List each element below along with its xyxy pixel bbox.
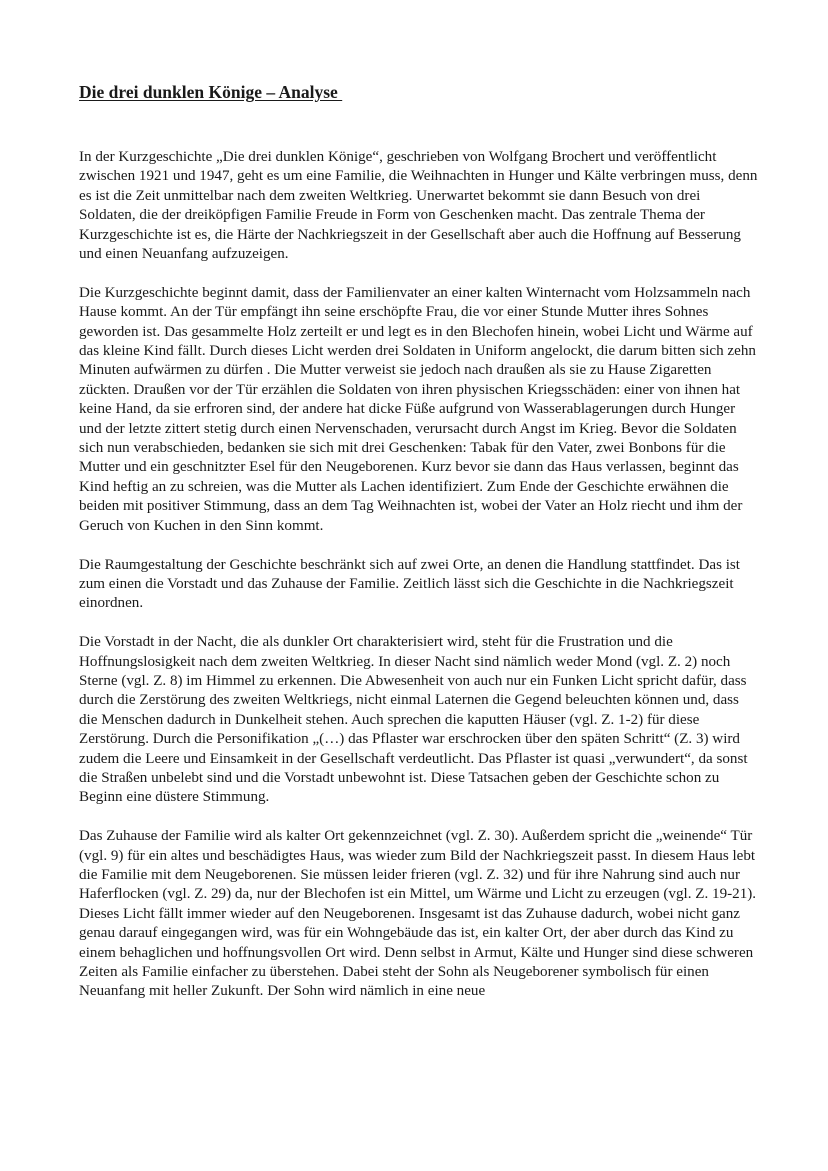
document-title: Die drei dunklen Könige – Analyse xyxy=(79,82,343,102)
paragraph-introduction: In der Kurzgeschichte „Die drei dunklen Könige“, geschrieben von Wolfgang Brochert und veröffentlicht zwischen 1921 und 1947, geht es um eine Familie, die Weihnachten in Hunger und Kälte verbringen muss, denn es ist die Zeit unmittelbar nach dem zweiten Weltkrieg. Unerwartet bekommt sie dann Besuch von drei Soldaten, die der dreiköpfigen Familie Freude in Form von Geschenken macht. Das zentrale Thema der Kurzgeschichte ist es, die Härte der Nachkriegszeit in der Gesellschaft aber auch die Hoffnung auf Besserung und einen Neuanfang aufzuzeigen. xyxy=(79,149,758,263)
paragraph-setting: Die Raumgestaltung der Geschichte beschränkt sich auf zwei Orte, an denen die Handlung stattfindet. Das ist zum einen die Vorstadt und das Zuhause der Familie. Zeitlich lässt sich die Geschichte in die Nachkriegszeit einordnen. xyxy=(79,556,740,612)
paragraph-home: Das Zuhause der Familie wird als kalter Ort gekennzeichnet (vgl. Z. 30). Außerdem spricht die „weinende“ Tür (vgl. 9) für ein altes und beschädigtes Haus, was wieder zum Bild der Nachkriegszeit passt. In diesem Haus lebt die Familie mit dem Neugeborenen. Sie müssen leider frieren (vgl. Z. 32) und für ihre Nahrung sind auch nur Haferflocken (vgl. Z. 29) da, nur der Blechofen ist ein Mittel, um Wärme und Licht zu erzeugen (vgl. Z. 19-21). Dieses Licht fällt immer wieder auf den Neugeborenen. Insgesamt ist das Zuhause dadurch, wobei nicht ganz genau darauf eingegangen wird, was für ein Wohngebäude das ist, ein kalter Ort, der aber durch das Kind zu einem behaglichen und hoffnungsvollen Ort wird. Denn selbst in Armut, Kälte und Hunger sind diese schweren Zeiten als Familie einfacher zu überstehen. Dabei steht der Sohn als Neugeborener symbolisch für einen Neuanfang mit heller Zukunft. Der Sohn wird nämlich in eine neue xyxy=(79,828,757,1000)
paragraph-summary: Die Kurzgeschichte beginnt damit, dass der Familienvater an einer kalten Winternacht vom Holzsammeln nach Hause kommt. An der Tür empfängt ihn seine erschöpfte Frau, die vor einer Stunde Mutter ihres Sohnes geworden ist. Das gesammelte Holz zerteilt er und legt es in den Blechofen hinein, wobei Licht und Wärme auf das kleine Kind fällt. Durch dieses Licht werden drei Soldaten in Uniform angelockt, die darum bitten sich zehn Minuten aufwärmen zu dürfen . Die Mutter verweist sie jedoch nach draußen als sie zu Hause Zigaretten zückten. Draußen vor der Tür erzählen die Soldaten von ihren physischen Kriegsschäden: einer von ihnen hat keine Hand, da sie erfroren sind, der andere hat dicke Füße aufgrund von Wasserablagerungen durch Hunger und der letzte zittert stetig durch einen Nervenschaden, verursacht durch Angst im Krieg. Bevor die Soldaten sich nun verabschieden, bedanken sie sich mit drei Geschenken: Tabak für den Vater, zwei Bonbons für die Mutter und ein geschnitzter Esel für den Neugeborenen. Kurz bevor sie dann das Haus verlassen, beginnt das Kind heftig an zu schreien, was die Mutter als Lachen identifiziert. Zum Ende der Geschichte erwähnen die beiden mit positiver Stimmung, dass an dem Tag Weihnachten ist, wobei der Vater an Holz riecht und ihm der Geruch von Kuchen in den Sinn kommt. xyxy=(79,284,756,534)
paragraph-suburb: Die Vorstadt in der Nacht, die als dunkler Ort charakterisiert wird, steht für die Frustration und die Hoffnungslosigkeit nach dem zweiten Weltkrieg. In dieser Nacht sind nämlich weder Mond (vgl. Z. 2) noch Sterne (vgl. Z. 8) im Himmel zu erkennen. Die Abwesenheit von auch nur ein Funken Licht spricht dafür, dass durch die Zerstörung des zweiten Weltkriegs, nicht einmal Laternen die Gegend beleuchten können und, dass die Menschen dadurch in Dunkelheit stehen. Auch sprechen die kaputten Häuser (vgl. Z. 1-2) für diese Zerstörung. Durch die Personifikation „(…) das Pflaster war erschrocken über den späten Schritt“ (Z. 3) wird zudem die Leere und Einsamkeit in der Gesellschaft verdeutlicht. Das Pflaster ist quasi „verwundert“, da sonst die Straßen unbelebt sind und die Vorstadt unbewohnt ist. Diese Tatsachen geben der Geschichte schon zu Beginn eine düstere Stimmung. xyxy=(79,634,748,806)
